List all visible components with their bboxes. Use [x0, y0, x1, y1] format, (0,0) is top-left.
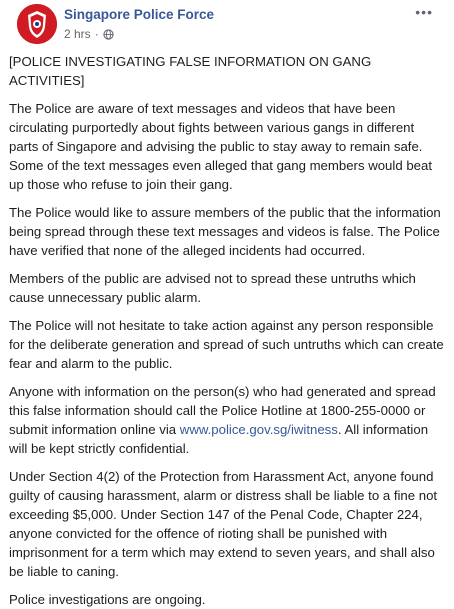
police-crest-icon — [17, 4, 57, 44]
post-meta — [64, 27, 114, 41]
post-header — [9, 0, 445, 52]
iwitness-link[interactable]: www.police.gov.sg/iwitness — [179, 422, 338, 437]
paragraph-5 — [9, 382, 445, 458]
paragraph-5-text-after: . All information will be kept strictly confidential. — [9, 422, 429, 456]
paragraph-5-text-before: Anyone with information on the person(s) who had generated and spread this false information should call the Police Hotline at 1800-255-0000 or submit information online via — [9, 384, 436, 437]
page-name-link[interactable]: Singapore Police Force — [64, 7, 215, 22]
more-options-button[interactable]: ••• — [415, 4, 433, 20]
post-timestamp[interactable]: 2 hrs — [64, 27, 91, 41]
paragraph-6: Under Section 4(2) of the Protection from Harassment Act, anyone found guilty of causing harassment, alarm or distress shall be liable to a fine not exceeding $5,000. Under Section 147 of the Penal Code, Chapter 224, anyone convicted for the offence of rioting shall be punished with imprisonment for a term which may extend to seven years, and shall also be liable to caning. — [9, 469, 438, 579]
post-headline: [POLICE INVESTIGATING FALSE INFORMATION ON GANG ACTIVITIES] — [9, 54, 372, 88]
paragraph-3: Members of the public are advised not to spread these untruths which cause unnecessary public alarm. — [9, 271, 416, 305]
globe-icon[interactable] — [103, 29, 114, 40]
paragraph-1: The Police are aware of text messages and videos that have been circulating purportedly about fights between various gangs in different parts of Singapore and advising the public to stay away to remain safe. Some of the text messages even alleged that gang members would beat up those who refuse to join their gang. — [9, 101, 432, 192]
post-body — [9, 52, 445, 609]
page-avatar[interactable] — [17, 4, 57, 44]
paragraph-2: The Police would like to assure members of the public that the information being spread through these text messages and videos is false. The Police have verified that none of the alleged incidents had occurred. — [9, 205, 441, 258]
meta-separator: · — [94, 27, 99, 41]
paragraph-4: The Police will not hesitate to take action against any person responsible for the deliberate generation and spread of such untruths which can create fear and alarm to the public. — [9, 318, 444, 371]
paragraph-7: Police investigations are ongoing. — [9, 592, 206, 607]
